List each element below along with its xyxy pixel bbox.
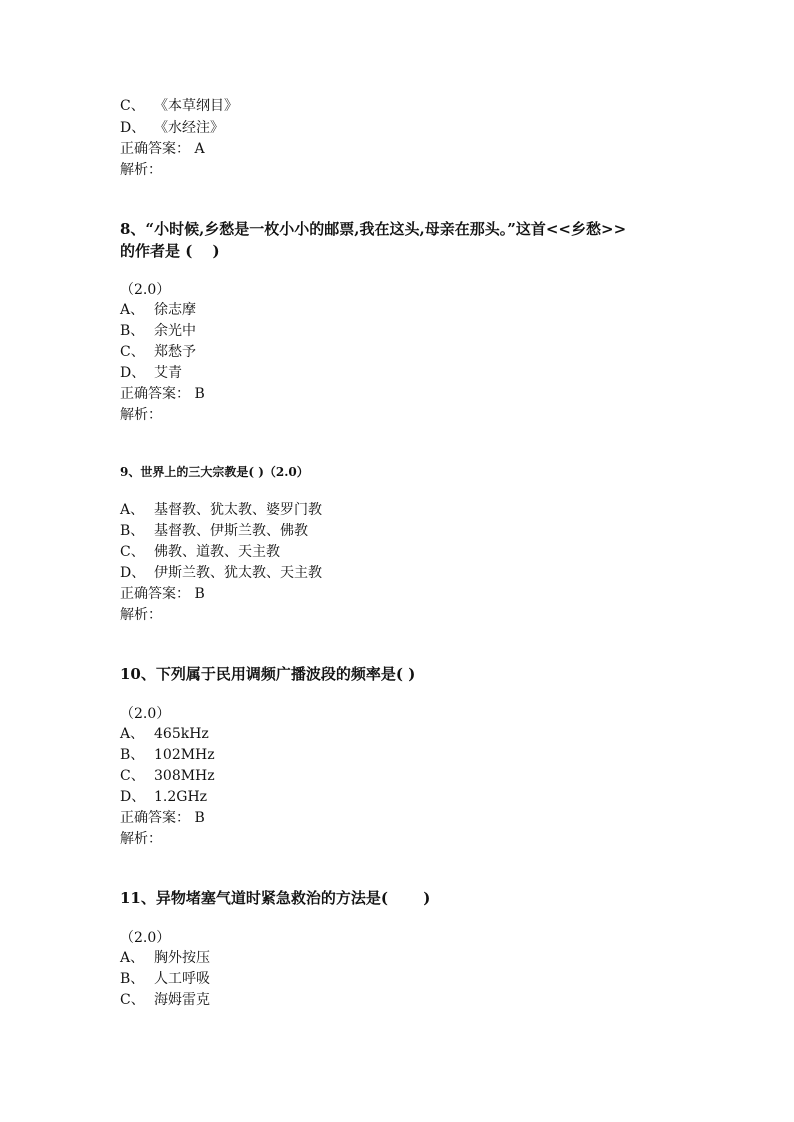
question-10-score: （2.0）: [120, 706, 171, 722]
option-d: D、 艾青: [120, 365, 182, 381]
option-c: C、 308MHz: [120, 768, 215, 784]
option-c: C、 佛教、道教、天主教: [120, 544, 280, 560]
option-d: D、 1.2GHz: [120, 789, 208, 805]
option-a: A、 基督教、犹太教、婆罗门教: [120, 502, 322, 518]
option-b: B、 余光中: [120, 323, 196, 339]
question-10-title: 10、下列属于民用调频广播波段的频率是( ): [120, 665, 416, 683]
option-c: C、 《本草纲目》: [120, 98, 238, 114]
correct-answer: 正确答案： A: [120, 141, 205, 157]
analysis-label: 解析：: [120, 162, 162, 178]
question-11-score: （2.0）: [120, 930, 171, 946]
correct-answer: 正确答案： B: [120, 810, 205, 826]
analysis-label: 解析：: [120, 407, 162, 423]
option-b: B、 基督教、伊斯兰教、佛教: [120, 523, 308, 539]
question-8-score: （2.0）: [120, 282, 171, 298]
option-a: A、 徐志摩: [120, 302, 196, 318]
question-9-title: 9、世界上的三大宗教是( )（2.0）: [120, 465, 309, 479]
analysis-label: 解析：: [120, 607, 162, 623]
option-c: C、 郑愁予: [120, 344, 196, 360]
option-a: A、 胸外按压: [120, 950, 210, 966]
correct-answer: 正确答案： B: [120, 586, 205, 602]
option-b: B、 102MHz: [120, 747, 215, 763]
option-d: D、 伊斯兰教、犹太教、天主教: [120, 565, 322, 581]
option-b: B、 人工呼吸: [120, 971, 210, 987]
analysis-label: 解析：: [120, 831, 162, 847]
question-8-title: 8、“小时候,乡愁是一枚小小的邮票,我在这头,母亲在那头。”这首<<乡愁>>: [120, 220, 627, 238]
correct-answer: 正确答案： B: [120, 386, 205, 402]
option-d: D、 《水经注》: [120, 120, 224, 136]
option-a: A、 465kHz: [120, 726, 209, 742]
option-c: C、 海姆雷克: [120, 992, 210, 1008]
question-8-title-cont: 的作者是 ( ): [120, 242, 220, 260]
question-11-title: 11、异物堵塞气道时紧急救治的方法是( ): [120, 889, 431, 907]
